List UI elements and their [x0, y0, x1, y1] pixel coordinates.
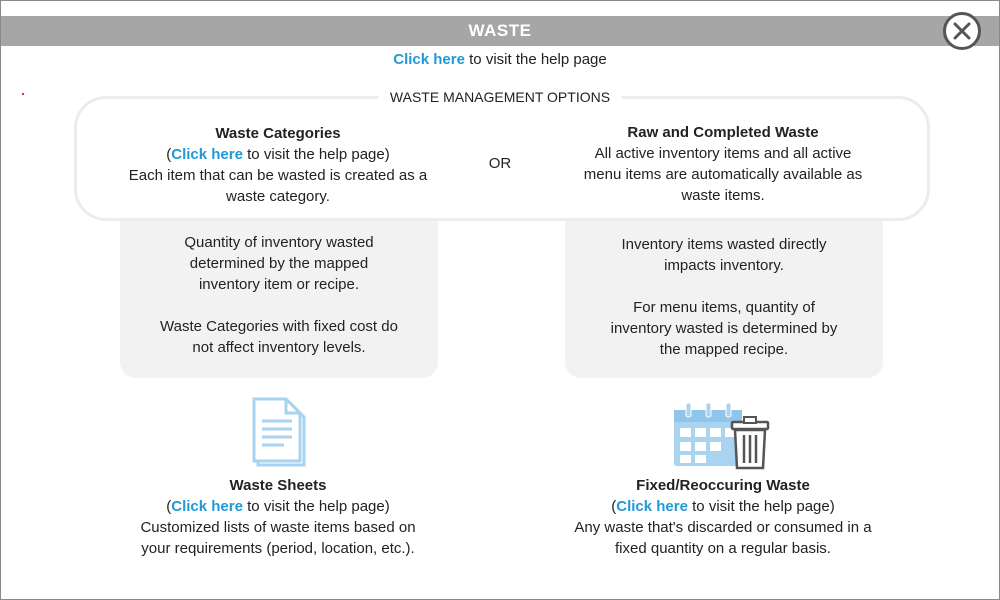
waste-sheets-help-line	[112, 496, 444, 517]
detail-line: Quantity of inventory wasted	[184, 234, 374, 251]
waste-sheets-help-rest: to visit the help page)	[242, 498, 390, 515]
raw-completed-desc-2: menu items are automatically available as	[583, 166, 863, 183]
detail-line: not affect inventory levels.	[192, 339, 366, 356]
detail-line: inventory wasted is determined by	[610, 320, 838, 337]
raw-completed-desc-3: waste items.	[681, 187, 765, 204]
raw-completed-option	[560, 122, 886, 206]
waste-categories-title: Waste Categories	[215, 125, 341, 142]
help-page-link[interactable]: Click here	[393, 51, 465, 68]
dialog-title: WASTE	[1, 16, 999, 46]
waste-categories-help-link[interactable]: Click here	[171, 146, 243, 163]
waste-sheets-section	[112, 475, 444, 559]
paren-open: (	[166, 146, 172, 163]
waste-sheets-desc-1: Customized lists of waste items based on	[140, 519, 416, 536]
help-line-text: to visit the help page	[464, 51, 607, 68]
fixed-waste-help-rest: to visit the help page)	[687, 498, 835, 515]
fixed-waste-help-line	[548, 496, 898, 517]
paren-open: (	[611, 498, 617, 515]
waste-categories-help-rest: to visit the help page)	[242, 146, 390, 163]
waste-management-options-label: WASTE MANAGEMENT OPTIONS	[378, 88, 622, 106]
waste-categories-option	[112, 123, 444, 207]
detail-line: Inventory items wasted directly	[621, 236, 827, 253]
waste-categories-desc-1: Each item that can be wasted is created as a	[128, 167, 428, 184]
waste-sheets-title: Waste Sheets	[229, 477, 327, 494]
detail-line: Waste Categories with fixed cost do	[160, 318, 398, 335]
waste-sheets-help-link[interactable]: Click here	[171, 498, 243, 515]
detail-line: impacts inventory.	[664, 257, 784, 274]
fixed-waste-desc-2: fixed quantity on a regular basis.	[615, 540, 831, 557]
paren-open: (	[166, 498, 172, 515]
or-separator: OR	[488, 155, 512, 172]
waste-categories-detail-para-2	[130, 316, 428, 358]
fixed-waste-section	[548, 475, 898, 559]
calendar-trash-icon	[672, 402, 772, 470]
fixed-waste-desc-1: Any waste that's discarded or consumed in a	[574, 519, 872, 536]
raw-completed-detail-para-2	[575, 297, 873, 360]
detail-line: inventory item or recipe.	[198, 276, 360, 293]
raw-completed-desc-1: All active inventory items and all active	[594, 145, 852, 162]
stray-mark	[22, 93, 24, 95]
close-icon	[952, 21, 972, 41]
fixed-waste-title: Fixed/Reoccuring Waste	[636, 477, 810, 494]
raw-completed-detail-para-1	[575, 234, 873, 276]
waste-categories-desc-2: waste category.	[226, 188, 330, 205]
detail-line: the mapped recipe.	[659, 341, 789, 358]
fixed-waste-help-link[interactable]: Click here	[616, 498, 688, 515]
help-line	[0, 51, 1000, 68]
detail-line: For menu items, quantity of	[633, 299, 815, 316]
waste-sheets-desc-2: your requirements (period, location, etc.).	[141, 540, 415, 557]
document-icon	[252, 397, 310, 469]
detail-line: determined by the mapped	[189, 255, 369, 272]
close-button[interactable]	[943, 12, 981, 50]
waste-categories-detail-para-1	[130, 232, 428, 295]
waste-categories-help-line	[112, 144, 444, 165]
raw-completed-title: Raw and Completed Waste	[627, 124, 819, 141]
